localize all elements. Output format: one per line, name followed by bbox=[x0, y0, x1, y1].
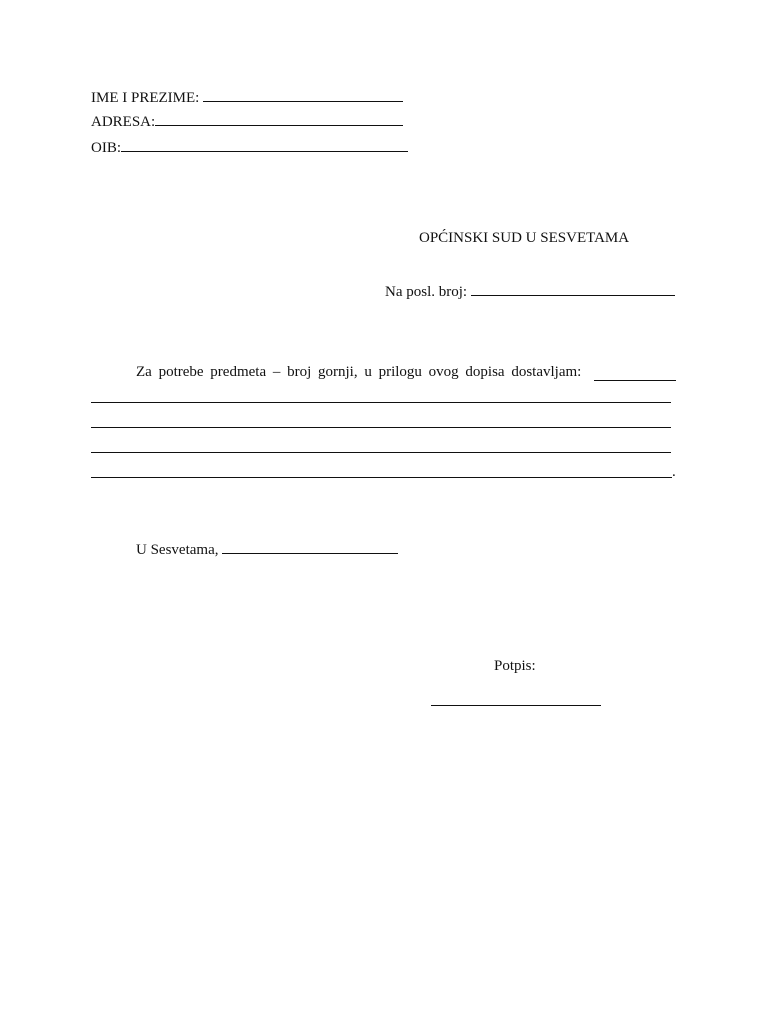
address-row bbox=[91, 111, 403, 131]
case-number-row bbox=[385, 281, 675, 301]
attachments-line-2[interactable] bbox=[91, 427, 671, 428]
attachments-field-start[interactable] bbox=[594, 366, 676, 381]
court-name: OPĆINSKI SUD U SESVETAMA bbox=[419, 230, 630, 246]
case-number-field[interactable] bbox=[471, 281, 675, 296]
oib-row bbox=[91, 137, 408, 157]
end-period: . bbox=[672, 464, 676, 480]
intro-row bbox=[136, 363, 676, 381]
place-date-row bbox=[136, 539, 398, 559]
address-label: ADRESA: bbox=[91, 114, 156, 130]
name-row bbox=[91, 87, 403, 107]
attachments-line-1[interactable] bbox=[91, 402, 671, 403]
intro-text: Za potrebe predmeta – broj gornji, u prilogu ovog dopisa dostavljam: bbox=[136, 364, 582, 380]
attachments-line-4[interactable] bbox=[91, 477, 672, 478]
oib-field[interactable] bbox=[121, 137, 408, 152]
attachments-line-3[interactable] bbox=[91, 452, 671, 453]
address-field[interactable] bbox=[155, 111, 403, 126]
name-field[interactable] bbox=[203, 87, 403, 102]
signature-label: Potpis: bbox=[494, 658, 536, 674]
name-label: IME I PREZIME: bbox=[91, 90, 200, 106]
place-date-label: U Sesvetama, bbox=[136, 542, 219, 558]
signature-field[interactable] bbox=[431, 705, 601, 706]
case-number-label: Na posl. broj: bbox=[385, 284, 468, 300]
oib-label: OIB: bbox=[91, 140, 121, 156]
date-field[interactable] bbox=[222, 539, 398, 554]
